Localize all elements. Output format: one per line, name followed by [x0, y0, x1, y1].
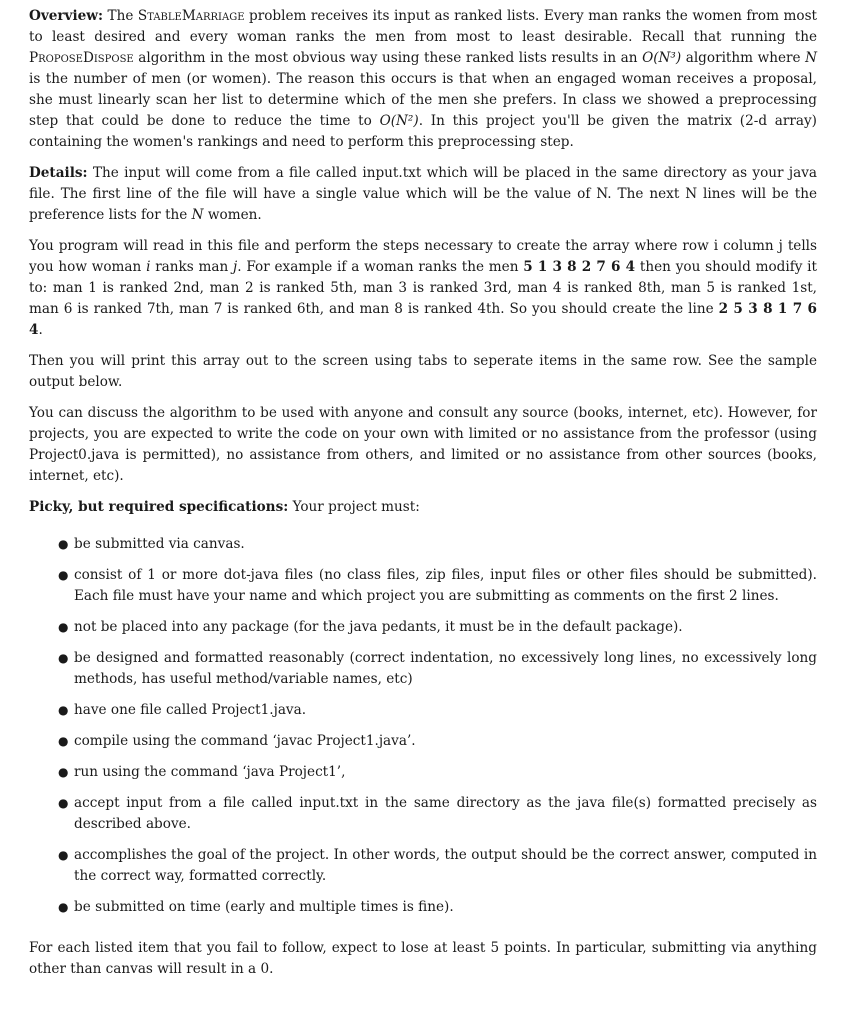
specifications-heading: Picky, but required specifications: [29, 499, 289, 515]
bullet-icon: ● [58, 537, 69, 551]
bullet-icon: ● [58, 568, 69, 582]
problem-name: StableMarriage [137, 8, 245, 24]
list-item: ● run using the command ‘java Project1’, [74, 762, 817, 783]
requirements-list [29, 528, 817, 918]
list-item: ● consist of 1 or more dot-java files (no class files, zip files, input files or other files should be submitted). Each file must have your name and which project you are submitting as comments on the first 2 lines. [58, 567, 817, 604]
list-item: ● accept input from a file called input.txt in the same directory as the java file(s) formatted precisely as described above. [58, 795, 817, 832]
bullet-icon: ● [58, 703, 69, 717]
complexity-cubic: O(N³) [642, 50, 682, 66]
overview-paragraph: Overview: The StableMarriage problem receives its input as ranked lists. Every man ranks the women from most to least desired and every woman ranks the men from most to least desirable. Recall that running the ProposeDispose algorithm in the most obvious way using these ranked lists results in an O(N³) algorithm where N is the number of men (or women). The reason this occurs is that when an engaged woman receives a proposal, she must linearly scan her list to determine which of the men she prefers. In class we showed a preprocessing step that could be done to reduce the time to O(N²). In this project you'll be given the matrix (2-d array) containing the women's rankings and need to perform this preprocessing step. [29, 8, 818, 150]
bullet-icon: ● [58, 620, 69, 634]
list-item: ● not be placed into any package (for the java pedants, it must be in the default package). [74, 617, 817, 638]
example-input-ranking: 5 1 3 8 2 7 6 4 [523, 259, 636, 275]
complexity-square: O(N²) [379, 113, 419, 129]
list-item: ● be designed and formatted reasonably (correct indentation, no excessively long lines, no excessively long methods, has useful method/variable names, etc) [58, 650, 817, 687]
bullet-icon: ● [58, 900, 69, 914]
program-paragraph: You program will read in this file and perform the steps necessary to create the array where row i column j tells you how woman i ranks man j. For example if a woman ranks the men 5 1 3 8 2 7 6 4 then you should modify it to: man 1 is ranked 2nd, man 2 is ranked 5th, man 3 is ranked 3rd, man 4 is ranked 8th, man 5 is ranked 1st, man 6 is ranked 7th, man 7 is ranked 6th, and man 8 is ranked 4th. So you should create the line 2 5 3 8 1 7 6 4. [29, 238, 817, 338]
bullet-icon: ● [58, 796, 69, 810]
specifications-intro: Picky, but required specifications: Your project must: [29, 499, 420, 515]
list-item: ● be submitted via canvas. [74, 534, 817, 555]
bullet-icon: ● [58, 765, 69, 779]
bullet-icon: ● [58, 651, 69, 665]
overview-heading: Overview: [29, 8, 103, 24]
details-paragraph: Details: The input will come from a file called input.txt which will be placed in the same directory as your java file. The first line of the file will have a single value which will be the value of N. The next N lines will be the preference lists for the N women. [29, 165, 817, 223]
list-item: ● accomplishes the goal of the project. In other words, the output should be the correct answer, computed in the correct way, formatted correctly. [58, 847, 817, 884]
details-heading: Details: [29, 165, 88, 181]
closing-paragraph: For each listed item that you fail to follow, expect to lose at least 5 points. In particular, submitting via anything other than canvas will result in a 0. [29, 940, 817, 977]
algorithm-name: ProposeDispose [29, 50, 134, 66]
bullet-icon: ● [58, 848, 69, 862]
list-item: ● compile using the command ‘javac Project1.java’. [74, 731, 817, 752]
list-item: ● be submitted on time (early and multiple times is fine). [74, 897, 817, 918]
bullet-icon: ● [58, 734, 69, 748]
discussion-paragraph: You can discuss the algorithm to be used with anyone and consult any source (books, internet, etc). However, for projects, you are expected to write the code on your own with limited or no assistance from the professor (using Project0.java is permitted), no assistance from others, and limited or no assistance from other sources (books, internet, etc). [29, 405, 817, 484]
list-item: ● have one file called Project1.java. [74, 700, 817, 721]
example-output-ranking: 2 5 3 8 1 7 6 4 [29, 301, 817, 338]
print-paragraph: Then you will print this array out to the screen using tabs to seperate items in the same row. See the sample output below. [29, 353, 817, 390]
